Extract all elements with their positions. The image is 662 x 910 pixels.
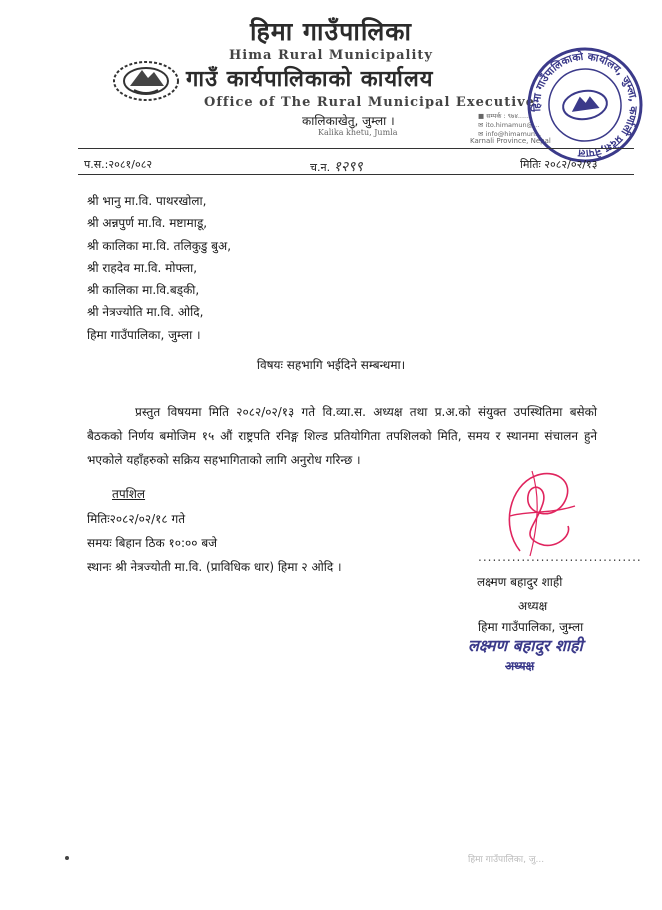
contact-line: ■ सम्पर्क : ९७४...... bbox=[478, 112, 531, 120]
recipient: श्री कालिका मा.वि.बड्की, bbox=[87, 283, 200, 298]
footer-faint-text: हिमा गाउँपालिका, जु... bbox=[468, 855, 545, 865]
recipient: हिमा गाउँपालिका, जुम्ला । bbox=[87, 327, 201, 342]
details-time: समयः बिहान ठिक १०:०० बजे bbox=[87, 536, 218, 550]
contact-line: ✉ info@himamun... bbox=[478, 130, 542, 138]
municipality-title-np: हिमा गाउँपालिका bbox=[250, 17, 412, 46]
chalan-label: च.न. bbox=[310, 161, 331, 174]
ref-number: प.स.:२०८१/०८२ bbox=[84, 158, 153, 171]
details-place: स्थानः श्री नेत्रज्योती मा.वि. (प्राविधिक धार) हिमा २ ओदि । bbox=[87, 560, 342, 574]
recipient: श्री कालिका मा.वि. तलिकुडु बुअ, bbox=[87, 238, 232, 253]
name-stamp: लक्ष्मण बहादुर शाही bbox=[468, 636, 583, 655]
recipient: श्री भानु मा.वि. पाथरखोला, bbox=[87, 194, 207, 208]
chalan-value: १२९९ bbox=[333, 159, 363, 175]
recipient: श्री अन्नपुर्ण मा.वि. मष्टामाडू, bbox=[87, 216, 208, 231]
chalan-number bbox=[310, 157, 363, 176]
signatory-name: लक्ष्मण बहादुर शाही bbox=[477, 575, 563, 589]
province: Karnali Province, Nepal bbox=[470, 137, 551, 145]
address-en: Kalika khetu, Jumla bbox=[318, 128, 398, 137]
details-heading: तपशिल bbox=[112, 487, 146, 501]
recipient: श्री नेत्रज्योति मा.वि. ओदि, bbox=[87, 305, 204, 320]
contact-line: ✉ ito.himamun@... bbox=[478, 121, 540, 129]
letter-date: मितिः २०८२/०२/१३ bbox=[520, 158, 598, 171]
position-stamp: अध्यक्ष bbox=[505, 659, 535, 673]
details-block bbox=[87, 507, 342, 579]
stray-dot bbox=[65, 856, 69, 860]
office-stamp bbox=[518, 38, 651, 171]
recipient: श्री राहदेव मा.वि. मोफ्ला, bbox=[87, 260, 198, 275]
office-title-np: गाउँ कार्यपालिकाको कार्यालय bbox=[186, 67, 434, 92]
subject-line: विषयः सहभागि भईदिने सम्बन्धमा। bbox=[256, 358, 406, 372]
signature-dots: .................................. bbox=[478, 550, 642, 564]
recipient-list bbox=[87, 190, 231, 346]
municipality-title-en: Hima Rural Municipality bbox=[229, 48, 433, 63]
stamp-ring-path: हिमा गाउँपालिकाको कार्यालय, जुम्ला, कर्णाली प्रदेश,नेपाल bbox=[530, 50, 640, 160]
signatory-org: हिमा गाउँपालिका, जुम्ला bbox=[478, 620, 584, 634]
signatory-position: अध्यक्ष bbox=[518, 599, 548, 613]
office-title-en: Office of The Rural Municipal Executive bbox=[204, 95, 535, 110]
address-np: कालिकाखेतु, जुम्ला । bbox=[302, 114, 395, 128]
header-rule-top bbox=[78, 148, 634, 149]
emblem bbox=[112, 60, 180, 102]
details-date: मितिः२०८२/०२/१८ गते bbox=[87, 512, 186, 526]
letter-body: प्रस्तुत विषयमा मिति २०८२/०२/१३ गते वि.व्या.स. अध्यक्ष तथा प्र.अ.को संयुक्त उपस्थितिमा बसेको बैठकको निर्णय बमोजिम १५ औं राष्ट्रपति रनिङ्ग शिल्ड प्रतियोगिता तपशिलको मिति, समय र स्थानमा संचालन हुने भएकोले यहाँहरुको सक्रिय सहभागिताको लागि अनुरोध गरिन्छ । bbox=[87, 405, 597, 467]
